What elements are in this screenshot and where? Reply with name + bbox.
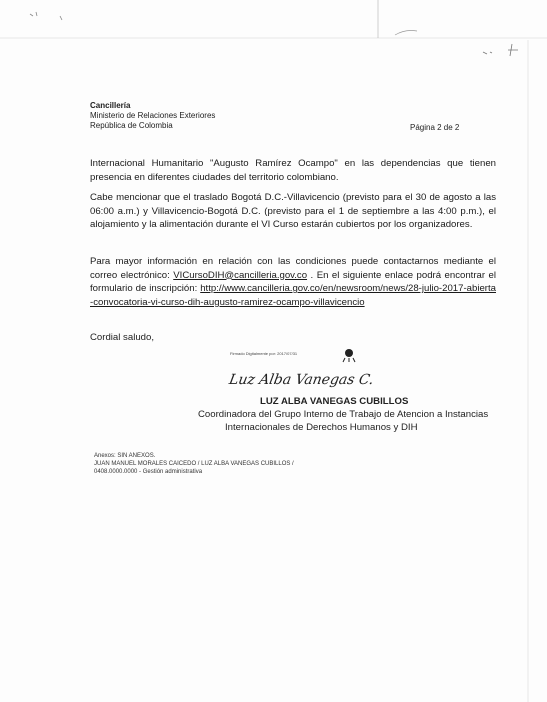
registration-url-link[interactable]: http://www.cancilleria.gov.co/en/newsroom/news/28-julio-2017-abierta-convocatoria-vi-curso-dih-augusto-ramirez-ocampo-villavicencio — [90, 283, 496, 308]
seal-icon — [342, 347, 356, 363]
authors-note: JUAN MANUEL MORALES CAICEDO / LUZ ALBA VANEGAS CUBILLOS / — [94, 461, 294, 467]
classification-code: 0408.0000.0000 - Gestión administrativa — [94, 469, 203, 475]
letterhead — [90, 101, 215, 131]
signer-title-line-1: Coordinadora del Grupo Interno de Trabajo de Atencion a Instancias — [198, 409, 489, 420]
footer-notes — [94, 452, 294, 476]
paragraph-3-intro: Para mayor información en relación con las condiciones puede contactarnos mediante el correo electrónico: — [90, 256, 496, 281]
annexes-note: Anexos: SIN ANEXOS. — [94, 453, 156, 459]
paragraph-2: Cabe mencionar que el traslado Bogotá D.C.-Villavicencio (previsto para el 30 de agosto a las 06:00 a.m.) y Villavicencio-Bogotá D.C. (previsto para el 1 de septiembre a las 4:00 p.m.), el alojamiento y la alimentación durante el VI Curso estarán cubiertos por los organizadores. — [90, 192, 496, 231]
ministry-name: Ministerio de Relaciones Exteriores — [90, 111, 216, 120]
email-link[interactable]: VICursoDIH@cancilleria.gov.co — [173, 269, 308, 281]
paragraph-3-middle: . En el siguiente enlace podrá encontrar el formulario de inscripción: — [90, 269, 497, 295]
page-number: Página 2 de 2 — [410, 123, 460, 132]
paragraph-3 — [90, 255, 496, 309]
svg-text:Luz Alba Vanegas C.: Luz Alba Vanegas C. — [227, 372, 376, 388]
handwritten-signature — [227, 364, 376, 394]
signer-title-line-2: Internacionales de Derechos Humanos y DIH — [225, 422, 418, 433]
paragraph-1: Internacional Humanitario "Augusto Ramírez Ocampo" en las dependencias que tienen presencia en diferentes ciudades del territorio colombiano. — [90, 158, 496, 183]
greeting: Cordial saludo, — [90, 332, 154, 343]
country-name: República de Colombia — [90, 121, 173, 130]
digital-signature-note: Firmado Digitalmente por: 2017/07/31 — [230, 351, 298, 356]
org-name: Cancillería — [90, 101, 131, 110]
signer-name: LUZ ALBA VANEGAS CUBILLOS — [260, 396, 409, 407]
